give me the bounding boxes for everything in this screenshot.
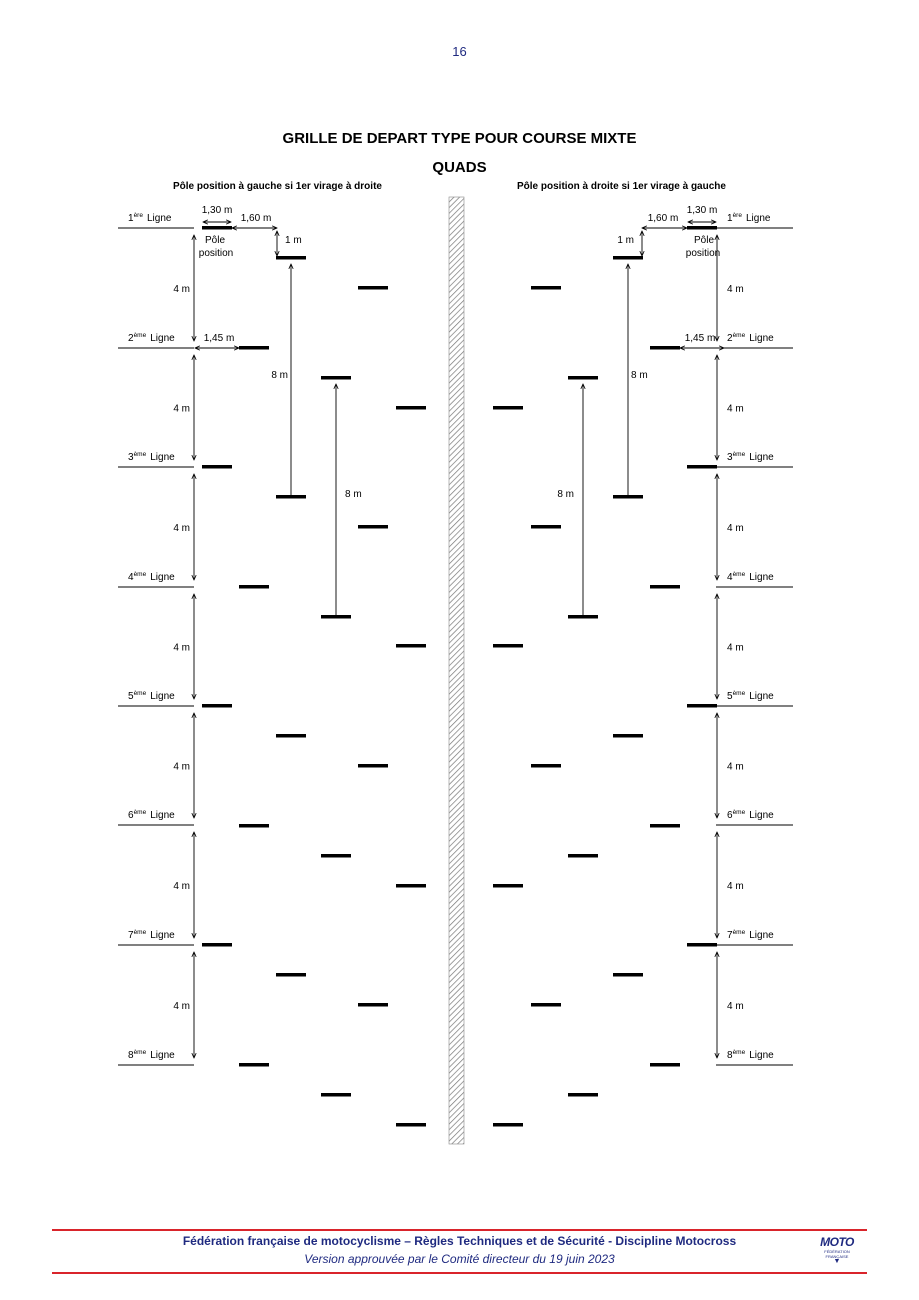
grid-slot-right-15 — [531, 764, 561, 768]
grid-slot-right-7 — [687, 465, 717, 469]
spacing-label-right-2: 4 m — [727, 403, 744, 415]
grid-slot-left-7 — [202, 465, 232, 469]
grid-slot-left-16 — [239, 824, 269, 828]
grid-slot-right-9 — [531, 525, 561, 529]
spacing-label-left-7: 4 m — [173, 1001, 190, 1012]
pole-label-right-1: Pôle — [693, 235, 715, 246]
footer-top-rule — [52, 1229, 867, 1231]
spacing-label-right-1: 4 m — [727, 284, 744, 295]
grid-slot-right-23 — [568, 1093, 598, 1097]
grid-slot-right-18 — [493, 884, 523, 888]
line-label-right-2: 2ème Ligne — [727, 332, 774, 344]
grid-slot-left-14 — [276, 734, 306, 738]
footer-title: Fédération française de motocyclisme – Règles Techniques et de Sécurité - Discipline Motocross — [182, 1234, 737, 1248]
row-offset-label-right: 1,45 m — [684, 333, 716, 344]
grid-slot-right-16 — [650, 824, 680, 828]
logo-sub-1: FÉDÉRATION — [824, 1249, 850, 1254]
diagram-title: GRILLE DE DEPART TYPE POUR COURSE MIXTE — [282, 130, 637, 147]
spacing-label-left-3: 4 m — [173, 523, 190, 534]
grid-slot-left-4 — [239, 346, 269, 350]
line-label-right-5: 5ème Ligne — [727, 690, 774, 702]
grid-slot-left-15 — [358, 764, 388, 768]
grid-slot-left-23 — [321, 1093, 351, 1097]
diagonal-label-left-1: 8 m — [271, 370, 288, 381]
spacing-label-right-4: 4 m — [727, 642, 744, 654]
grid-slot-left-3 — [358, 286, 388, 290]
grid-slot-left-13 — [202, 704, 232, 708]
spacing-label-left-6: 4 m — [173, 881, 190, 892]
grid-slot-right-6 — [493, 406, 523, 410]
line-label-right-6: 6ème Ligne — [727, 809, 774, 821]
grid-slot-left-24 — [396, 1123, 426, 1127]
grid-slot-left-1 — [202, 226, 232, 230]
line-label-left-3: 3ème Ligne — [128, 451, 175, 463]
line-label-right-1: 1ère Ligne — [727, 212, 771, 224]
footer-bottom-rule — [52, 1272, 867, 1274]
diagonal-label-left-2: 8 m — [345, 489, 362, 500]
page-number: 16 — [452, 44, 467, 59]
line-label-left-4: 4ème Ligne — [128, 571, 175, 583]
line-label-left-6: 6ème Ligne — [128, 809, 175, 821]
spacing-label-right-5: 4 m — [727, 761, 744, 773]
lateral-gap-label-left: 1,60 m — [240, 213, 272, 224]
center-divider — [449, 197, 464, 1144]
row-offset-label-left: 1,45 m — [203, 333, 235, 344]
grid-slot-right-4 — [650, 346, 680, 350]
ffm-logo — [814, 1236, 860, 1266]
grid-slot-left-9 — [358, 525, 388, 529]
line-label-left-7: 7ème Ligne — [128, 929, 175, 941]
footer-subtitle: Version approuvée par le Comité directeur du 19 juin 2023 — [304, 1252, 615, 1266]
grid-slot-left-2 — [276, 256, 306, 260]
line-label-left-2: 2ème Ligne — [128, 332, 175, 344]
grid-slot-right-14 — [613, 734, 643, 738]
grid-slot-left-20 — [276, 973, 306, 977]
spacing-label-left-2: 4 m — [173, 403, 190, 415]
stagger-label-right: 1 m — [617, 235, 634, 246]
line-label-right-3: 3ème Ligne — [727, 451, 774, 463]
grid-slot-right-5 — [568, 376, 598, 380]
spacing-label-right-3: 4 m — [727, 523, 744, 534]
grid-slot-left-12 — [396, 644, 426, 648]
diagonal-label-right-1: 8 m — [631, 370, 648, 381]
logo-sub-2: FRANÇAISE — [825, 1254, 849, 1259]
pole-label-right-2: position — [685, 248, 721, 259]
grid-slot-right-2 — [613, 256, 643, 260]
left-heading: Pôle position à gauche si 1er virage à droite — [173, 181, 382, 192]
spacing-label-right-7: 4 m — [727, 1001, 744, 1012]
pole-label-left-1: Pôle — [204, 235, 226, 246]
grid-slot-left-10 — [239, 585, 269, 589]
spacing-label-left-1: 4 m — [173, 284, 190, 295]
spacing-label-left-5: 4 m — [173, 761, 190, 773]
grid-slot-right-12 — [493, 644, 523, 648]
grid-slot-right-1 — [687, 226, 717, 230]
grid-slot-right-17 — [568, 854, 598, 858]
line-label-left-5: 5ème Ligne — [128, 690, 175, 702]
grid-slot-left-6 — [396, 406, 426, 410]
grid-slot-left-21 — [358, 1003, 388, 1007]
grid-slot-left-18 — [396, 884, 426, 888]
line-label-left-1: 1ère Ligne — [128, 212, 172, 224]
grid-slot-left-5 — [321, 376, 351, 380]
line-label-right-4: 4ème Ligne — [727, 571, 774, 583]
logo-word: MOTO — [820, 1235, 854, 1249]
grid-slot-left-17 — [321, 854, 351, 858]
diagram-subtitle: QUADS — [432, 159, 487, 176]
grid-slot-left-19 — [202, 943, 232, 947]
pole-label-left-2: position — [198, 248, 234, 259]
grid-slot-right-22 — [650, 1063, 680, 1067]
diagonal-label-right-2: 8 m — [557, 489, 574, 500]
grid-slot-right-10 — [650, 585, 680, 589]
line-label-left-8: 8ème Ligne — [128, 1049, 175, 1061]
spacing-label-right-6: 4 m — [727, 881, 744, 892]
line-label-right-8: 8ème Ligne — [727, 1049, 774, 1061]
pole-width-label-right: 1,30 m — [686, 205, 718, 216]
grid-slot-right-21 — [531, 1003, 561, 1007]
logo-chevron-icon: ▼ — [833, 1258, 841, 1265]
grid-slot-right-20 — [613, 973, 643, 977]
grid-slot-right-19 — [687, 943, 717, 947]
spacing-label-left-4: 4 m — [173, 642, 190, 654]
pole-width-label-left: 1,30 m — [201, 205, 233, 216]
line-label-right-7: 7ème Ligne — [727, 929, 774, 941]
lateral-gap-label-right: 1,60 m — [647, 213, 679, 224]
grid-slot-right-13 — [687, 704, 717, 708]
right-heading: Pôle position à droite si 1er virage à gauche — [517, 181, 726, 192]
grid-slot-left-22 — [239, 1063, 269, 1067]
grid-slot-right-24 — [493, 1123, 523, 1127]
stagger-label-left: 1 m — [285, 235, 302, 246]
grid-slot-right-3 — [531, 286, 561, 290]
